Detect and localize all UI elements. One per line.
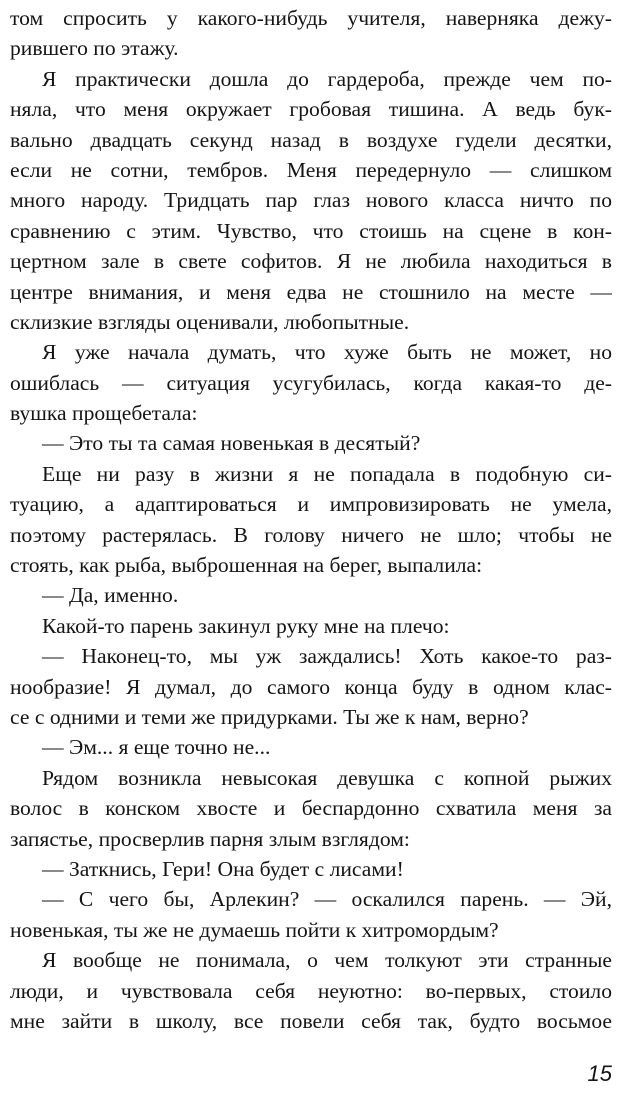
text-line: цертном зале в свете софитов. Я не любила находиться в <box>10 249 612 274</box>
text-line: — Эм... я еще точно не... <box>42 735 271 760</box>
text-line: сравнению с этим. Чувство, что стоишь на сцене в кон- <box>10 218 612 243</box>
text-line: том спросить у какого-нибудь учителя, наверняка дежу- <box>10 6 612 30</box>
text-line: — Заткнись, Гери! Она будет с лисами! <box>42 856 404 881</box>
text-line: новенькая, ты же не думаешь пойти к хитромордым? <box>10 917 499 942</box>
text-line: няла, что меня окружает гробовая тишина. А ведь бук- <box>10 97 612 122</box>
text-line: — Да, именно. <box>42 583 179 608</box>
text-line: центре внимания, и меня едва не стошнило на месте — <box>10 279 612 304</box>
text-line: — Это ты та самая новенькая в десятый? <box>42 431 421 456</box>
text-line: если не сотни, тембров. Меня передернуло — слишком <box>10 157 612 182</box>
text-line: люди, и чувствовала себя неуютно: во-первых, стоило <box>10 978 612 1003</box>
page-number: 15 <box>587 1061 612 1086</box>
text-line: нообразие! Я думал, до самого конца буду в одном клас- <box>10 674 612 699</box>
text-line: Я уже начала думать, что хуже быть не может, но <box>42 340 612 365</box>
text-line: — С чего бы, Арлекин? — оскалился парень. — Эй, <box>42 887 612 912</box>
text-line: поэтому растерялась. В голову ничего не шло; чтобы не <box>10 522 612 547</box>
text-line: Я практически дошла до гардероба, прежде чем по- <box>42 66 612 91</box>
text-line: — Наконец-то, мы уж заждались! Хоть какое-то раз- <box>42 644 612 669</box>
text-line: волос в конском хвосте и беспардонно схватила меня за <box>10 796 612 821</box>
body-text <box>10 3 612 1036</box>
text-line: Рядом возникла невысокая девушка с копной рыжих <box>42 765 612 790</box>
text-line: Какой-то парень закинул руку мне на плечо: <box>42 613 450 638</box>
text-line: туацию, а адаптироваться и импровизировать не умела, <box>10 492 612 517</box>
text-line: вушка прощебетала: <box>10 401 198 426</box>
text-line: запястье, просверлив парня злым взглядом: <box>10 826 410 851</box>
text-line: склизкие взгляды оценивали, любопытные. <box>10 309 410 334</box>
text-line: мне зайти в школу, все повели себя так, будто восьмое <box>10 1008 612 1033</box>
text-line: рившего по этажу. <box>10 36 179 61</box>
text-line: вально двадцать секунд назад в воздухе гудели десятки, <box>10 127 612 152</box>
text-line: много народу. Тридцать пар глаз нового класса ничто по <box>10 188 612 213</box>
text-line: Я вообще не понимала, о чем толкуют эти странные <box>42 948 612 973</box>
text-line: се с одними и теми же придурками. Ты же к нам, верно? <box>10 704 529 729</box>
text-line: ошиблась — ситуация усугубилась, когда какая-то де- <box>10 370 612 395</box>
text-line: Еще ни разу в жизни я не попадала в подобную си- <box>42 461 612 486</box>
text-line: стоять, как рыба, выброшенная на берег, выпалила: <box>10 553 483 578</box>
